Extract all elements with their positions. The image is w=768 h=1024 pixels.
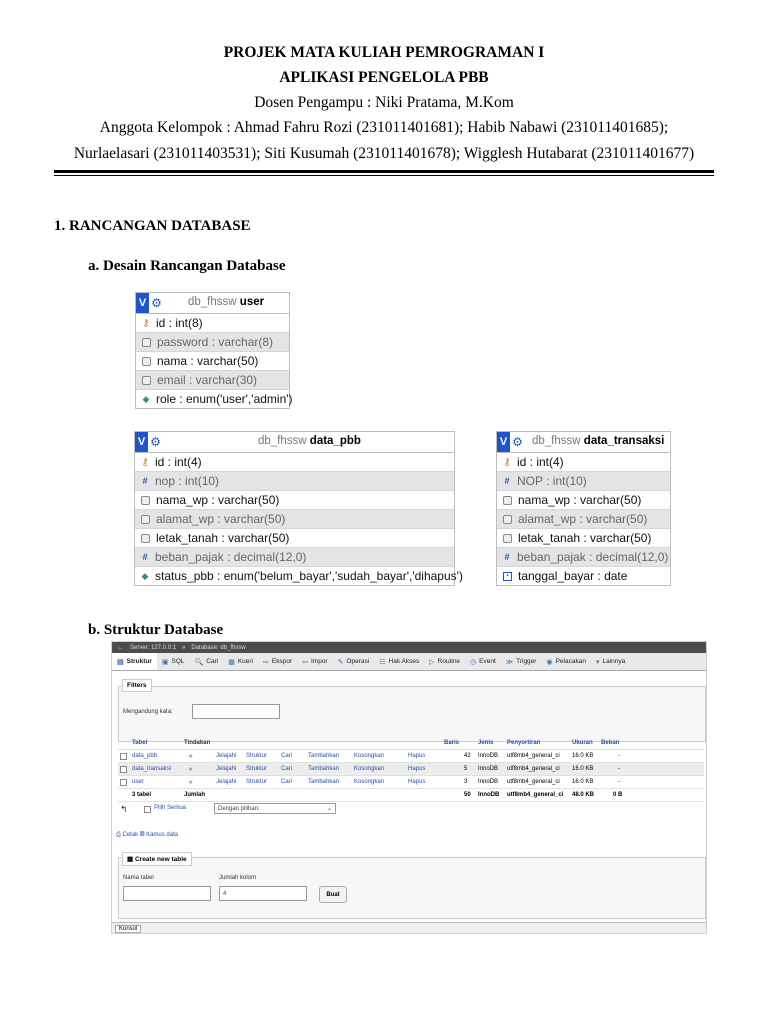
tab-trigger[interactable] [501, 653, 542, 670]
schema-field-text: role : enum('user','admin') [156, 392, 293, 406]
col-action: Tindakan [184, 740, 211, 746]
row-size: 16.0 KB [572, 753, 594, 759]
schema-field-row [135, 567, 463, 585]
menu-arrow-icon[interactable]: ← [118, 644, 124, 651]
col-overhead[interactable]: Beban [601, 740, 620, 746]
schema-field-row [136, 314, 289, 333]
table-name-input[interactable] [123, 886, 211, 901]
gear-icon[interactable]: ⚙ [148, 432, 163, 452]
schema-field-text: letak_tanah : varchar(50) [156, 531, 290, 545]
breadcrumb-database[interactable]: Database: db_fhssw [191, 644, 246, 651]
schema-table-name: user [239, 296, 265, 308]
summary-row [118, 789, 704, 802]
create-button[interactable]: Buat [319, 886, 347, 903]
schema-field-text: letak_tanah : varchar(50) [518, 531, 652, 545]
dictionary-link[interactable]: Kamus data [146, 832, 179, 838]
schema-table-header [136, 293, 289, 314]
star-icon[interactable]: ★ [188, 767, 194, 773]
v-toggle-icon[interactable]: V [497, 432, 510, 452]
row-count: 3 [464, 779, 468, 785]
schema-field-text: nama_wp : varchar(50) [156, 493, 280, 507]
schema-field-row [135, 453, 454, 472]
row-engine: InnoDB [478, 753, 499, 759]
schema-field-text: status_pbb : enum('belum_bayar','sudah_bayar','dihapus') [155, 569, 463, 583]
action-jelajahi-link[interactable]: Jelajahi [216, 753, 237, 759]
star-icon[interactable]: ★ [188, 754, 194, 760]
table-row [118, 750, 704, 763]
section-heading-a: a. Desain Rancangan Database [88, 258, 286, 274]
action-cari-link[interactable]: Cari [281, 766, 293, 772]
print-label: Cetak [122, 832, 139, 838]
tab-pelacakan[interactable] [541, 653, 590, 670]
tab-struktur[interactable] [112, 653, 157, 670]
string-icon [503, 496, 512, 505]
col-table[interactable]: Tabel [132, 740, 148, 746]
action-struktur-link[interactable]: Struktur [246, 766, 268, 772]
action-kosongkan-link[interactable]: Kosongkan [354, 753, 385, 759]
filter-input[interactable] [192, 704, 280, 719]
row-size: 16.0 KB [572, 766, 594, 772]
schema-table-name: data_pbb [309, 435, 361, 447]
v-toggle-icon[interactable]: V [136, 293, 149, 313]
dictionary-icon: ▤ [139, 832, 145, 838]
row-overhead: - [618, 779, 620, 785]
col-size[interactable]: Ukuran [572, 740, 593, 746]
with-selected-select[interactable] [214, 803, 336, 814]
schema-field-row [497, 567, 670, 585]
tab-icon: ◉ [546, 658, 553, 666]
tab-cari[interactable] [190, 653, 224, 670]
schema-field-row [136, 352, 289, 371]
document-title: PROJEK MATA KULIAH PEMROGRAMAN I [223, 44, 545, 61]
enum-icon: ◆ [142, 393, 150, 404]
schema-field-row [135, 510, 454, 529]
schema-field-row [135, 548, 454, 567]
tab-icon: ▾ [595, 658, 600, 666]
tab-label: Impor [310, 658, 328, 665]
summary-engine: InnoDB [478, 792, 500, 798]
number-icon: # [504, 552, 510, 562]
breadcrumb-server[interactable]: Server: 127.0.0.1 [130, 644, 177, 651]
schema-table-header [497, 432, 670, 453]
tab-icon: ☷ [379, 658, 386, 666]
row-checkbox[interactable] [120, 753, 127, 760]
filters-panel [118, 682, 706, 742]
filter-label: Mengandung kata: [123, 709, 173, 715]
tab-icon: ✎ [337, 658, 344, 666]
schema-table-data-transaksi [496, 431, 671, 586]
console-bar [112, 922, 706, 934]
columns-input[interactable] [219, 886, 307, 901]
with-selected-value: Dengan pilihan: [218, 805, 260, 812]
arrow-up-icon: ↰ [120, 804, 128, 814]
schema-field-text: beban_pajak : decimal(12,0) [155, 550, 307, 564]
string-icon [142, 338, 151, 347]
phpmyadmin-screenshot [111, 641, 707, 934]
tab-routine[interactable] [424, 653, 465, 670]
tab-label: Event [479, 658, 496, 665]
action-jelajahi-link[interactable]: Jelajahi [216, 779, 237, 785]
v-toggle-icon[interactable]: V [135, 432, 148, 452]
schema-field-text: NOP : int(10) [517, 474, 587, 488]
action-tambahkan-link[interactable]: Tambahkan [308, 766, 340, 772]
tab-icon: ⇨ [263, 658, 269, 666]
summary-overhead: 0 B [613, 792, 623, 798]
tab-event[interactable] [465, 653, 501, 670]
action-kosongkan-link[interactable]: Kosongkan [354, 766, 385, 772]
schema-table-name: data_transaksi [583, 435, 665, 447]
string-icon [142, 376, 151, 385]
tab-icon: ≫ [505, 658, 514, 666]
gear-icon[interactable]: ⚙ [149, 293, 164, 313]
schema-field-row [497, 510, 670, 529]
col-rows[interactable]: Baris [444, 740, 460, 746]
action-hapus-link[interactable]: Hapus [408, 779, 426, 785]
filters-legend: Filters [122, 679, 152, 692]
check-all-checkbox[interactable] [144, 806, 151, 813]
schema-field-text: nama : varchar(50) [157, 354, 259, 368]
tab-label: Trigger [516, 658, 537, 665]
schema-field-text: email : varchar(30) [157, 373, 258, 387]
enum-icon: ◆ [141, 570, 149, 581]
chevron-down-icon: ⌄ [326, 806, 332, 812]
header-rule-thin [54, 175, 714, 176]
summary-size: 48.0 KB [572, 792, 595, 798]
lecturer-line: Dosen Pengampu : Niki Pratama, M.Kom [254, 94, 514, 111]
tab-operasi[interactable] [333, 653, 375, 670]
schema-db-name: db_fhssw [188, 296, 237, 308]
action-tambahkan-link[interactable]: Tambahkan [308, 779, 340, 785]
row-count: 42 [464, 753, 471, 759]
tab-icon: ▣ [161, 658, 169, 666]
table-name-link[interactable]: data_transaksi [132, 766, 172, 772]
number-icon: # [504, 476, 510, 486]
row-overhead: - [618, 766, 620, 772]
schema-field-text: beban_pajak : decimal(12,0) [517, 550, 669, 564]
tab-icon: ▷ [429, 658, 435, 666]
tab-kueri[interactable] [223, 653, 258, 670]
row-count: 5 [464, 766, 468, 772]
schema-table-user [135, 292, 293, 409]
header-rule-thick [54, 170, 714, 173]
string-icon [503, 515, 512, 524]
key-icon: ⚷ [141, 456, 149, 468]
schema-field-text: nama_wp : varchar(50) [518, 493, 642, 507]
create-table-title: Create new table [134, 856, 187, 863]
tab-ekspor[interactable] [258, 653, 297, 670]
schema-field-text: nop : int(10) [155, 474, 220, 488]
tab-label: Pelacakan [555, 658, 586, 665]
console-button[interactable]: Konsol [115, 925, 141, 933]
schema-field-row [497, 491, 670, 510]
section-heading-b: b. Struktur Database [88, 622, 224, 638]
row-collation: utf8mb4_general_ci [507, 766, 560, 772]
schema-field-row [135, 472, 454, 491]
tab-label: Struktur [126, 658, 152, 665]
schema-table-header [135, 432, 454, 453]
number-icon: # [142, 552, 148, 562]
action-struktur-link[interactable]: Struktur [246, 779, 268, 785]
row-collation: utf8mb4_general_ci [507, 779, 560, 785]
date-icon: ▪ [503, 572, 512, 581]
tab-icon: ⇦ [302, 658, 308, 666]
row-checkbox[interactable] [120, 766, 127, 773]
string-icon [142, 357, 151, 366]
summary-collation: utf8mb4_general_ci [507, 792, 564, 798]
row-collation: utf8mb4_general_ci [507, 753, 560, 759]
breadcrumb: ← Server: 127.0.0.1 » Database: db_fhssw [112, 642, 706, 653]
summary-rows: 50 [464, 792, 471, 798]
tab-label: Kueri [237, 658, 253, 665]
tab-icon: ▦ [228, 658, 235, 666]
table-name-link[interactable]: data_pbb [132, 753, 158, 759]
schema-field-text: id : int(4) [517, 455, 564, 469]
table-add-icon: ▦ [127, 856, 134, 863]
tab-impor[interactable] [297, 653, 333, 670]
table-name-link[interactable]: user [132, 779, 144, 785]
schema-field-text: id : int(8) [156, 316, 203, 330]
check-all-label[interactable]: Pilih Semua [154, 805, 187, 811]
tab-icon: ▤ [117, 658, 124, 666]
section-heading-1: 1. RANCANGAN DATABASE [54, 218, 251, 234]
table-name-label: Nama tabel [123, 875, 154, 881]
schema-table-data-pbb [134, 431, 463, 586]
gear-icon[interactable]: ⚙ [510, 432, 525, 452]
action-struktur-link[interactable]: Struktur [246, 753, 268, 759]
row-checkbox[interactable] [120, 779, 127, 786]
action-hapus-link[interactable]: Hapus [408, 766, 426, 772]
tab-label: Hak Akses [388, 658, 420, 665]
members-line-1: Anggota Kelompok : Ahmad Fahru Rozi (231011401681); Habib Nabawi (231011401685); [99, 119, 669, 136]
tab-icon: ◷ [470, 658, 477, 666]
table-row [118, 763, 704, 776]
col-type[interactable]: Jenis [478, 740, 494, 746]
row-engine: InnoDB [478, 766, 499, 772]
action-cari-link[interactable]: Cari [281, 779, 293, 785]
tab-label: Lainnya [602, 658, 626, 665]
tab-label: Ekspor [271, 658, 293, 665]
tab-label: Cari [206, 658, 219, 665]
row-size: 16.0 KB [572, 779, 594, 785]
summary-count: 3 tabel [132, 792, 152, 798]
schema-field-row [136, 371, 289, 390]
schema-db-name: db_fhssw [532, 435, 581, 447]
tab-icon: 🔍 [194, 658, 204, 666]
action-tambahkan-link[interactable]: Tambahkan [308, 753, 340, 759]
row-overhead: - [618, 753, 620, 759]
tab-lainnya[interactable] [591, 653, 630, 670]
col-collation[interactable]: Penyortiran [507, 740, 541, 746]
string-icon [141, 496, 150, 505]
create-table-legend [122, 852, 192, 866]
tab-sql[interactable] [157, 653, 190, 670]
schema-field-text: tanggal_bayar : date [518, 569, 628, 583]
action-kosongkan-link[interactable]: Kosongkan [354, 779, 385, 785]
tab-label: Routine [437, 658, 461, 665]
columns-value: 4 [223, 890, 227, 897]
print-link[interactable] [116, 832, 178, 839]
row-engine: InnoDB [478, 779, 499, 785]
members-line-2: Nurlaelasari (231011403531); Siti Kusumah (231011401678); Wigglesh Hutabarat (231011401677) [73, 145, 695, 162]
document-subtitle: APLIKASI PENGELOLA PBB [279, 69, 489, 86]
schema-db-name: db_fhssw [258, 435, 307, 447]
schema-field-text: alamat_wp : varchar(50) [518, 512, 648, 526]
key-icon: ⚷ [142, 317, 150, 329]
tab-bar [112, 653, 706, 671]
schema-field-row [497, 529, 670, 548]
schema-field-text: alamat_wp : varchar(50) [156, 512, 286, 526]
schema-field-row [136, 333, 289, 352]
table-header-row [118, 737, 704, 750]
schema-field-row [135, 529, 454, 548]
print-icon: ⎙ [116, 832, 121, 838]
schema-field-row [497, 453, 670, 472]
schema-field-row [497, 472, 670, 491]
action-jelajahi-link[interactable]: Jelajahi [216, 766, 237, 772]
tab-label: Operasi [346, 658, 370, 665]
string-icon [503, 534, 512, 543]
schema-field-row [497, 548, 670, 567]
action-cari-link[interactable]: Cari [281, 753, 293, 759]
summary-label: Jumlah [184, 792, 206, 798]
tab-hak-akses[interactable] [374, 653, 424, 670]
create-table-panel [118, 857, 706, 919]
tables-grid [118, 737, 704, 802]
schema-field-text: password : varchar(8) [157, 335, 274, 349]
tab-label: SQL [171, 658, 185, 665]
star-icon[interactable]: ★ [188, 780, 194, 786]
string-icon [141, 515, 150, 524]
string-icon [141, 534, 150, 543]
schema-field-row [136, 390, 293, 408]
schema-field-text: id : int(4) [155, 455, 202, 469]
number-icon: # [142, 476, 148, 486]
key-icon: ⚷ [503, 456, 511, 468]
table-row [118, 776, 704, 789]
action-hapus-link[interactable]: Hapus [408, 753, 426, 759]
schema-field-row [135, 491, 454, 510]
columns-label: Jumlah kolom [219, 875, 257, 881]
